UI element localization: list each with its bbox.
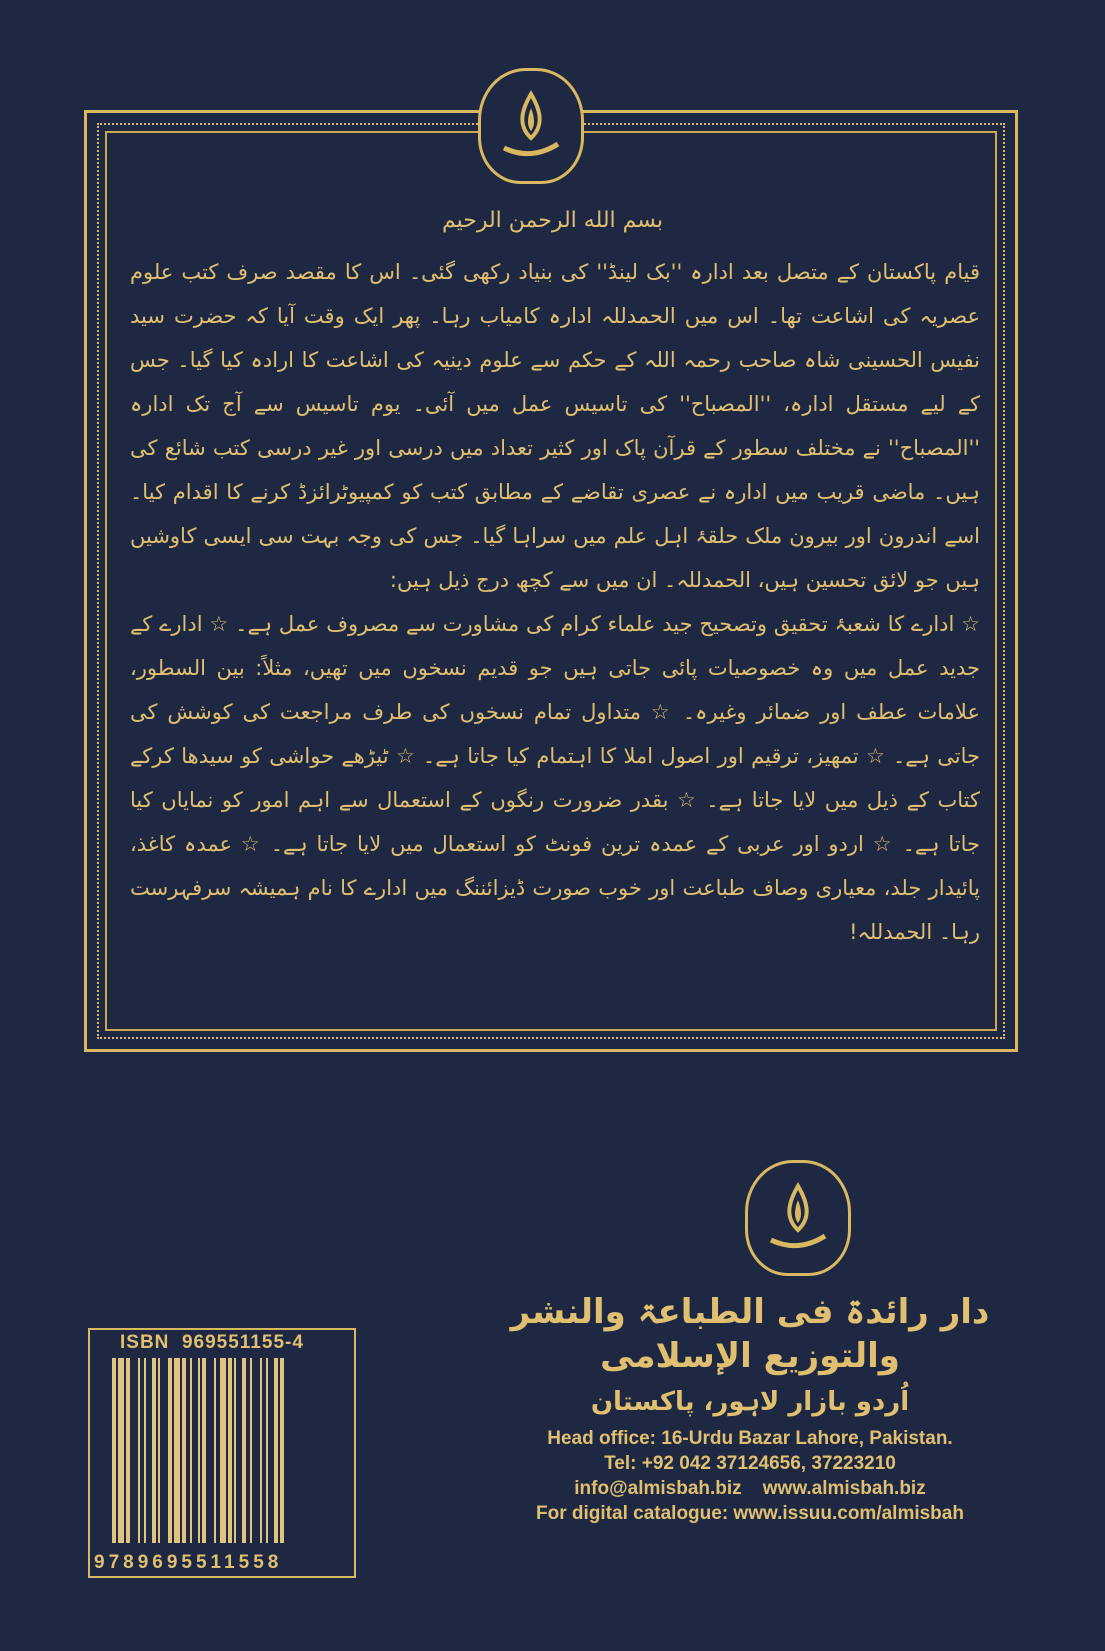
contact-info bbox=[440, 1426, 1060, 1526]
barcode-bar bbox=[130, 1358, 138, 1543]
almisbah-logo-top bbox=[478, 68, 584, 184]
publisher-name: دار رائدۃ فی الطباعۃ والنشر والتوزیع الإسلامی bbox=[510, 1292, 990, 1376]
head-office: Head office: 16-Urdu Bazar Lahore, Pakistan. bbox=[547, 1428, 953, 1449]
email-website: info@almisbah.biz www.almisbah.biz bbox=[574, 1478, 926, 1499]
barcode-bar bbox=[206, 1358, 214, 1543]
telephone: Tel: +92 042 37124656, 37223210 bbox=[604, 1453, 896, 1474]
publisher-city: اُردو بازار لاہور، پاکستان bbox=[590, 1387, 910, 1417]
barcode-bars bbox=[112, 1358, 352, 1543]
isbn-number: ISBN 969551155-4 bbox=[120, 1332, 304, 1353]
features-paragraph: ☆ ادارے کا شعبۂ تحقیق وتصحیح جید علماء کرام کی مشاورت سے مصروف عمل ہے۔ ☆ ادارے کے جدید عمل میں وہ خصوصیات پائی جاتی ہیں جو قدیم نسخوں میں تھیں، مثلاً: بین السطور، علامات عطف اور ضمائر وغیرہ۔ ☆ متداول تمام نسخوں کی طرف مراجعت کی کوشش کی جاتی ہے۔ ☆ تمھیز، ترقیم اور اصول املا کا اہتمام کیا جاتا ہے۔ ☆ ٹیڑھے حواشی کو سیدھا کرکے کتاب کے ذیل میں لایا جاتا ہے۔ ☆ بقدر ضرورت رنگوں کے استعمال سے اہم امور کو نمایاں کیا جاتا ہے۔ ☆ اردو اور عربی کے عمدہ ترین فونٹ کو استعمال میں لایا جاتا ہے۔ ☆ عمدہ کاغذ، پائیدار جلد، معیاری وصاف طباعت اور خوب صورت ڈیزائننگ میں ادارے کا نام ہمیشہ سرفہرست رہا۔ الحمدللہ! bbox=[130, 612, 980, 944]
bismillah: بسم الله الرحمن الرحیم bbox=[441, 208, 664, 233]
lamp-flame-icon bbox=[763, 1178, 833, 1258]
almisbah-logo-bottom bbox=[745, 1160, 851, 1276]
publisher-block bbox=[440, 1290, 1060, 1526]
digital-catalogue: For digital catalogue: www.issuu.com/almisbah bbox=[536, 1503, 964, 1524]
isbn-barcode bbox=[88, 1328, 356, 1578]
barcode-bar bbox=[160, 1358, 168, 1543]
lamp-flame-icon bbox=[496, 86, 566, 166]
about-paragraph: قیام پاکستان کے متصل بعد ادارہ ''بک لینڈ'' کی بنیاد رکھی گئی۔ اس کا مقصد صرف کتب علوم عصریہ کی اشاعت تھا۔ اس میں الحمدللہ ادارہ کامیاب رہا۔ پھر ایک وقت آیا کہ حضرت سید نفیس الحسینی شاہ صاحب رحمہ اللہ کے حکم سے علوم دینیہ کی اشاعت کا ارادہ کیا گیا۔ جس کے لیے مستقل ادارہ، ''المصباح'' کی تاسیس عمل میں آئی۔ یوم تاسیس سے آج تک ادارہ ''المصباح'' نے مختلف سطور کے قرآن پاک اور کثیر تعداد میں درسی اور غیر درسی کتب شائع کی ہیں۔ ماضی قریب میں ادارہ نے عصری تقاضے کے مطابق کتب کو کمپیوٹرائزڈ کرنے کا اقدام کیا۔ اسے اندرون اور بیرون ملک حلقۂ اہل علم میں سراہا گیا۔ جس کی وجہ بہت سی ایسی کاوشیں ہیں جو لائق تحسین ہیں، الحمدللہ۔ ان میں سے کچھ درج ذیل ہیں: bbox=[130, 260, 980, 592]
barcode-bar bbox=[280, 1358, 284, 1543]
about-text bbox=[130, 250, 980, 954]
barcode-bar bbox=[252, 1358, 260, 1543]
ean-number: 9789695511558 bbox=[94, 1552, 283, 1573]
